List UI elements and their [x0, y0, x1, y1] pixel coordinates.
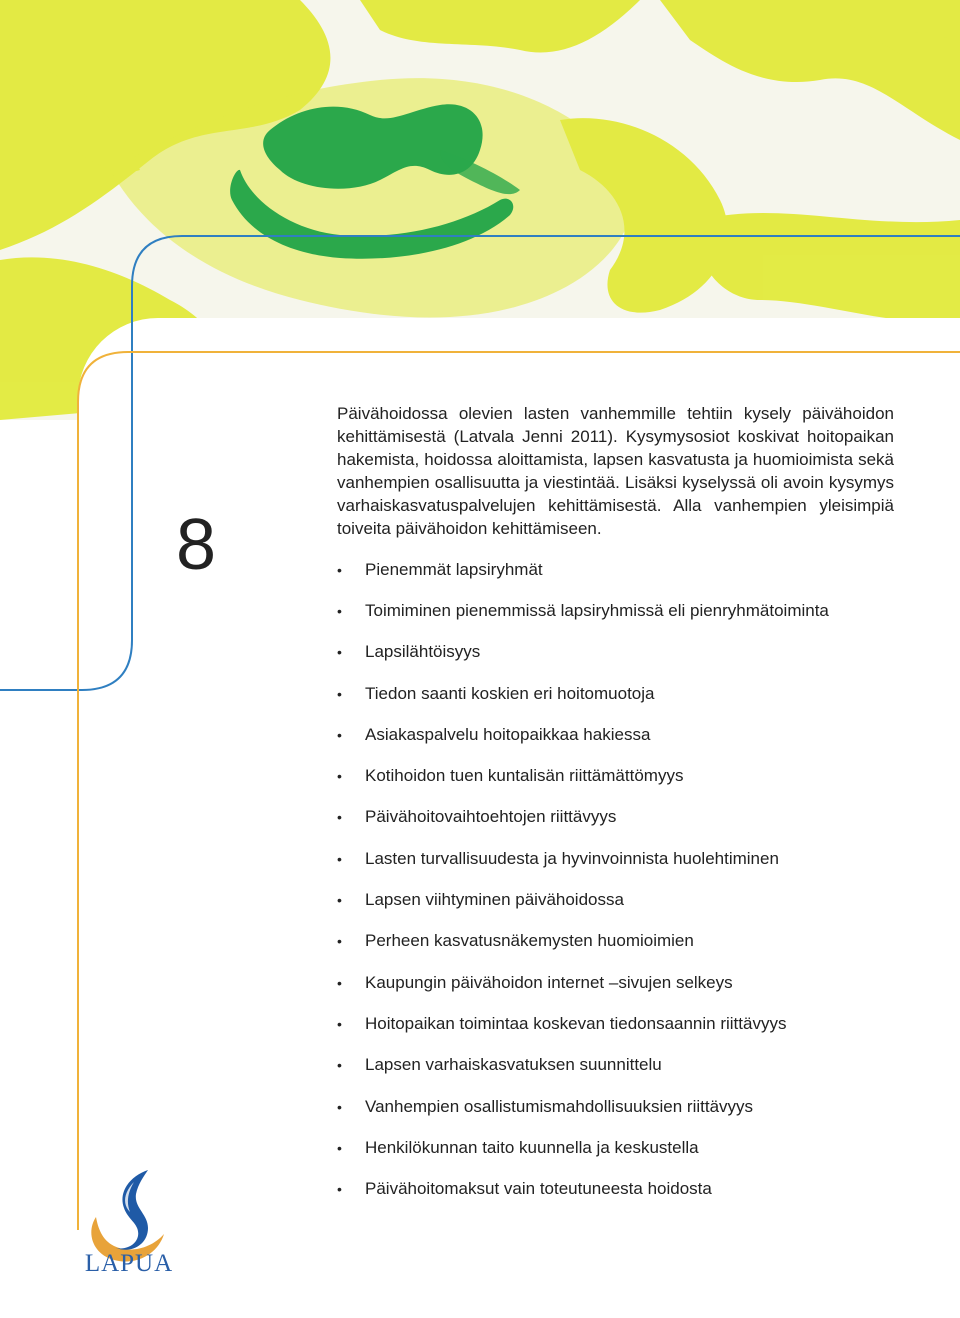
- list-item: [337, 879, 897, 920]
- list-item-label: Perheen kasvatusnäkemysten huomioimien: [365, 931, 694, 951]
- list-item: [337, 632, 897, 673]
- list-item-label: Henkilökunnan taito kuunnella ja keskustella: [365, 1137, 699, 1157]
- list-item: [337, 714, 897, 755]
- bullet-icon: •: [337, 892, 342, 909]
- bullet-icon: •: [337, 1181, 342, 1198]
- list-item: [337, 921, 897, 962]
- list-item-label: Päivähoitomaksut vain toteutuneesta hoidosta: [365, 1179, 712, 1199]
- list-item-label: Kaupungin päivähoidon internet –sivujen selkeys: [365, 972, 733, 992]
- bullet-icon: •: [337, 602, 342, 619]
- list-item: [337, 962, 897, 1003]
- list-item-label: Lasten turvallisuudesta ja hyvinvoinnista huolehtiminen: [365, 848, 779, 868]
- logo-wordmark: LAPUA: [84, 1250, 174, 1277]
- list-item-label: Tiedon saanti koskien eri hoitomuotoja: [365, 683, 655, 703]
- list-item-label: Lapsen varhaiskasvatuksen suunnittelu: [365, 1055, 662, 1075]
- list-item-label: Hoitopaikan toimintaa koskevan tiedonsaannin riittävyys: [365, 1013, 787, 1033]
- bullet-icon: •: [337, 768, 342, 785]
- list-item-label: Vanhempien osallistumismahdollisuuksien riittävyys: [365, 1096, 754, 1116]
- bullet-icon: •: [337, 809, 342, 826]
- list-item: [337, 1086, 897, 1127]
- bullet-icon: •: [337, 850, 342, 867]
- list-item: [337, 590, 897, 631]
- bullet-icon: •: [337, 561, 342, 578]
- list-item-label: Asiakaspalvelu hoitopaikkaa hakiessa: [365, 724, 651, 744]
- list-item: [337, 797, 897, 838]
- list-item: [337, 673, 897, 714]
- bullet-icon: •: [337, 1015, 342, 1032]
- intro-paragraph: Päivähoidossa olevien lasten vanhemmille tehtiin kysely päivähoidon kehittämisestä (Latvala Jenni 2011). Kysymysosiot koskivat hoitopaikan hakemista, hoidossa aloittamista, lapsen kasvatusta ja huomioimista sekä vanhempien osallisuutta ja viestintää. Lisäksi kyselyssä oli avoin kysymys varhaiskasvatuspalvelujen kehittämisestä. Alla vanhempien yleisimpiä toiveita päivähoidon kehittämiseen.: [337, 404, 894, 538]
- bullet-icon: •: [337, 1139, 342, 1156]
- wishes-list: [337, 549, 897, 1210]
- list-item: [337, 1127, 897, 1168]
- list-item-label: Toimiminen pienemmissä lapsiryhmissä eli pienryhmätoiminta: [365, 600, 829, 620]
- list-item: [337, 1003, 897, 1044]
- list-item-label: Päivähoitovaihtoehtojen riittävyys: [365, 807, 617, 827]
- bullet-icon: •: [337, 933, 342, 950]
- list-item-label: Lapsen viihtyminen päivähoidossa: [365, 890, 624, 910]
- list-item-label: Kotihoidon tuen kuntalisän riittämättömyys: [365, 766, 684, 786]
- list-item-label: Pienemmät lapsiryhmät: [365, 559, 543, 579]
- bullet-icon: •: [337, 1057, 342, 1074]
- list-item: [337, 755, 897, 796]
- bullet-icon: •: [337, 1098, 342, 1115]
- page-number: 8: [176, 505, 217, 585]
- bullet-icon: •: [337, 974, 342, 991]
- list-item: [337, 1045, 897, 1086]
- bullet-icon: •: [337, 726, 342, 743]
- list-item-label: Lapsilähtöisyys: [365, 642, 481, 662]
- list-item: [337, 1168, 897, 1209]
- bullet-icon: •: [337, 644, 342, 661]
- list-item: [337, 838, 897, 879]
- list-item: [337, 549, 897, 590]
- bullet-icon: •: [337, 685, 342, 702]
